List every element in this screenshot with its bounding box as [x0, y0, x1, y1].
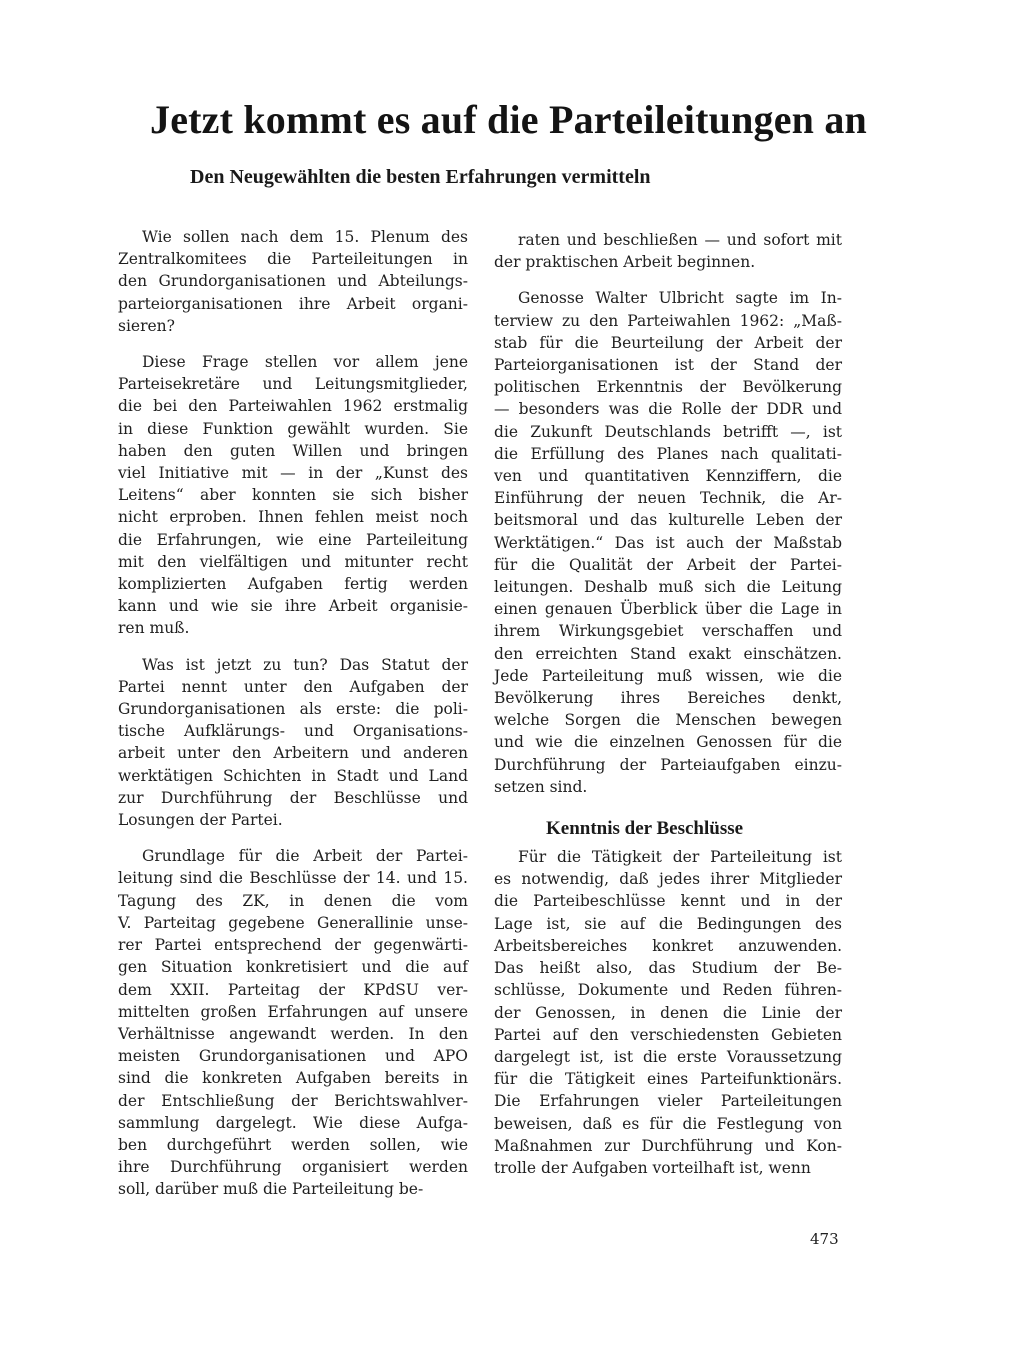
text-line: mit den vielfältigen und mitunter recht — [118, 552, 468, 571]
text-line: den erreichten Stand exakt einschätzen. — [494, 644, 842, 663]
text-line: Grundlage für die Arbeit der Partei- — [142, 847, 468, 866]
text-line: nicht erproben. Ihnen fehlen meist noch — [118, 508, 468, 527]
paragraph — [494, 287, 842, 798]
text-line: — besonders was die Rolle der DDR und — [494, 400, 842, 419]
text-line: mittelten großen Erfahrungen auf unsere — [118, 1002, 468, 1021]
text-line: Tagung des ZK, in denen die vom — [118, 891, 468, 910]
text-line: komplizierten Aufgaben fertig werden — [118, 575, 468, 594]
text-line: Zentralkomitees die Parteileitungen in — [118, 250, 468, 269]
article-subtitle: Den Neugewählten die besten Erfahrungen vermitteln — [190, 166, 651, 188]
text-line: Bevölkerung ihres Bereiches denkt, — [494, 689, 842, 708]
text-line: für die Tätigkeit eines Parteifunktionärs. — [494, 1070, 842, 1089]
text-line: Genosse Walter Ulbricht sagte im In- — [518, 289, 842, 308]
text-line: raten und beschließen — und sofort mit — [518, 231, 842, 249]
text-line: kann und wie sie ihre Arbeit organisie- — [118, 597, 468, 616]
text-line: werktätigen Schichten in Stadt und Land — [118, 766, 468, 785]
text-line: einen genauen Überblick über die Lage in — [494, 600, 842, 619]
text-line: beitsmoral und das kulturelle Leben der — [494, 511, 842, 530]
text-line: Parteiorganisationen ist der Stand der — [494, 356, 842, 375]
text-line: sind die konkreten Aufgaben bereits in — [118, 1069, 468, 1088]
text-line: der praktischen Arbeit beginnen. — [494, 253, 756, 272]
text-line: Für die Tätigkeit der Parteileitung ist — [518, 848, 842, 867]
text-line: Lage ist, sie auf die Bedingungen des — [494, 914, 842, 933]
text-line: viel Initiative mit — in der „Kunst des — [118, 464, 468, 483]
text-line: stab für die Beurteilung der Arbeit der — [494, 333, 842, 352]
text-line: ihrem Wirkungsgebiet verschaffen und — [494, 622, 842, 641]
section-heading: Kenntnis der Beschlüsse — [546, 818, 744, 840]
paragraph — [118, 845, 468, 1200]
text-line: leitungen. Deshalb muß sich die Leitung — [494, 578, 842, 597]
text-line: gen Situation konkretisiert und die auf — [118, 958, 468, 977]
text-line: ven und quantitativen Kennziffern, die — [494, 467, 842, 486]
text-line: soll, darüber muß die Parteileitung be- — [118, 1180, 424, 1199]
text-line: politischen Erkenntnis der Bevölkerung — [494, 378, 842, 397]
text-line: trolle der Aufgaben vorteilhaft ist, wenn — [494, 1158, 811, 1177]
text-line: schlüsse, Dokumente und Reden führen- — [494, 981, 842, 1000]
paragraph — [494, 229, 842, 273]
text-line: die Zukunft Deutschlands betrifft —, ist — [494, 422, 842, 441]
paragraph — [118, 226, 468, 337]
text-line: es notwendig, daß jedes ihrer Mitglieder — [494, 870, 842, 889]
text-line: die bei den Parteiwahlen 1962 erstmalig — [118, 397, 468, 416]
text-line: beweisen, daß es für die Festlegung von — [494, 1114, 842, 1133]
text-line: Was ist jetzt zu tun? Das Statut der — [142, 655, 468, 674]
text-line: Parteisekretäre und Leitungsmitglieder, — [118, 375, 468, 394]
text-line: welche Sorgen die Menschen bewegen — [494, 711, 842, 730]
text-line: arbeit unter den Arbeitern und anderen — [118, 744, 468, 763]
right-text-column — [494, 229, 842, 1193]
text-line: der Entschließung der Berichtswahlver- — [118, 1091, 468, 1110]
text-line: Grundorganisationen als erste: die poli- — [118, 700, 468, 719]
text-line: in diese Funktion gewählt wurden. Sie — [118, 419, 468, 438]
text-line: Verhältnisse angewandt werden. In den — [118, 1024, 468, 1043]
text-line: rer Partei entsprechend der gegenwärti- — [118, 936, 468, 955]
text-line: Das heißt also, das Studium der Be- — [494, 959, 842, 978]
text-line: die Erfüllung des Planes nach qualitati- — [494, 444, 842, 463]
text-line: dargelegt ist, ist die erste Voraussetzung — [494, 1047, 842, 1066]
page-number: 473 — [810, 1230, 839, 1248]
text-line: die Parteibeschlüsse kennt und in der — [494, 892, 842, 911]
text-line: zur Durchführung der Beschlüsse und — [118, 788, 468, 807]
text-line: setzen sind. — [494, 777, 588, 796]
text-line: den Grundorganisationen und Abteilungs- — [118, 272, 468, 291]
text-line: parteiorganisationen ihre Arbeit organi- — [118, 294, 468, 313]
text-line: leitung sind die Beschlüsse der 14. und 15. — [118, 869, 468, 888]
article-title: Jetzt kommt es auf die Parteileitungen an — [150, 97, 867, 142]
text-line: Durchführung der Parteiaufgaben einzu- — [494, 755, 842, 774]
text-line: Partei nennt unter den Aufgaben der — [118, 677, 468, 696]
text-line: meisten Grundorganisationen und APO — [118, 1047, 468, 1066]
text-line: Leitens“ aber konnten sie sich bisher — [118, 486, 468, 505]
text-line: Jede Parteileitung muß wissen, wie die — [494, 666, 842, 685]
text-line: der Genossen, in denen die Linie der — [494, 1003, 842, 1022]
text-line: für die Qualität der Arbeit der Partei- — [494, 555, 842, 574]
text-line: Werktätigen.“ Das ist auch der Maßstab — [494, 533, 842, 552]
text-line: Wie sollen nach dem 15. Plenum des — [142, 228, 468, 246]
paragraph — [118, 654, 468, 832]
text-line: die Erfahrungen, wie eine Parteileitung — [118, 530, 468, 549]
text-line: haben den guten Willen und bringen — [118, 441, 468, 460]
paragraph — [118, 351, 468, 640]
text-line: Diese Frage stellen vor allem jene — [142, 353, 468, 372]
text-line: Partei auf den verschiedensten Gebieten — [494, 1025, 842, 1044]
text-line: tische Aufklärungs- und Organisations- — [118, 722, 468, 741]
text-line: Maßnahmen zur Durchführung und Kon- — [494, 1136, 842, 1155]
paragraph — [494, 846, 842, 1179]
text-line: sammlung dargelegt. Wie diese Aufga- — [118, 1113, 468, 1132]
text-line: Die Erfahrungen vieler Parteileitungen — [494, 1092, 842, 1111]
text-line: sieren? — [118, 316, 175, 335]
text-line: ihre Durchführung organisiert werden — [118, 1158, 468, 1177]
text-line: V. Parteitag gegebene Generallinie unse- — [118, 913, 468, 932]
text-line: Losungen der Partei. — [118, 811, 283, 830]
text-line: ren muß. — [118, 619, 190, 638]
text-line: ben durchgeführt werden sollen, wie — [118, 1135, 468, 1154]
text-line: dem XXII. Parteitag der KPdSU ver- — [118, 980, 468, 999]
left-text-column — [118, 226, 468, 1215]
text-line: terview zu den Parteiwahlen 1962: „Maß- — [494, 311, 842, 330]
text-line: Arbeitsbereiches konkret anzuwenden. — [494, 936, 842, 955]
text-line: und wie die einzelnen Genossen für die — [494, 733, 842, 752]
text-line: Einführung der neuen Technik, die Ar- — [494, 489, 842, 508]
